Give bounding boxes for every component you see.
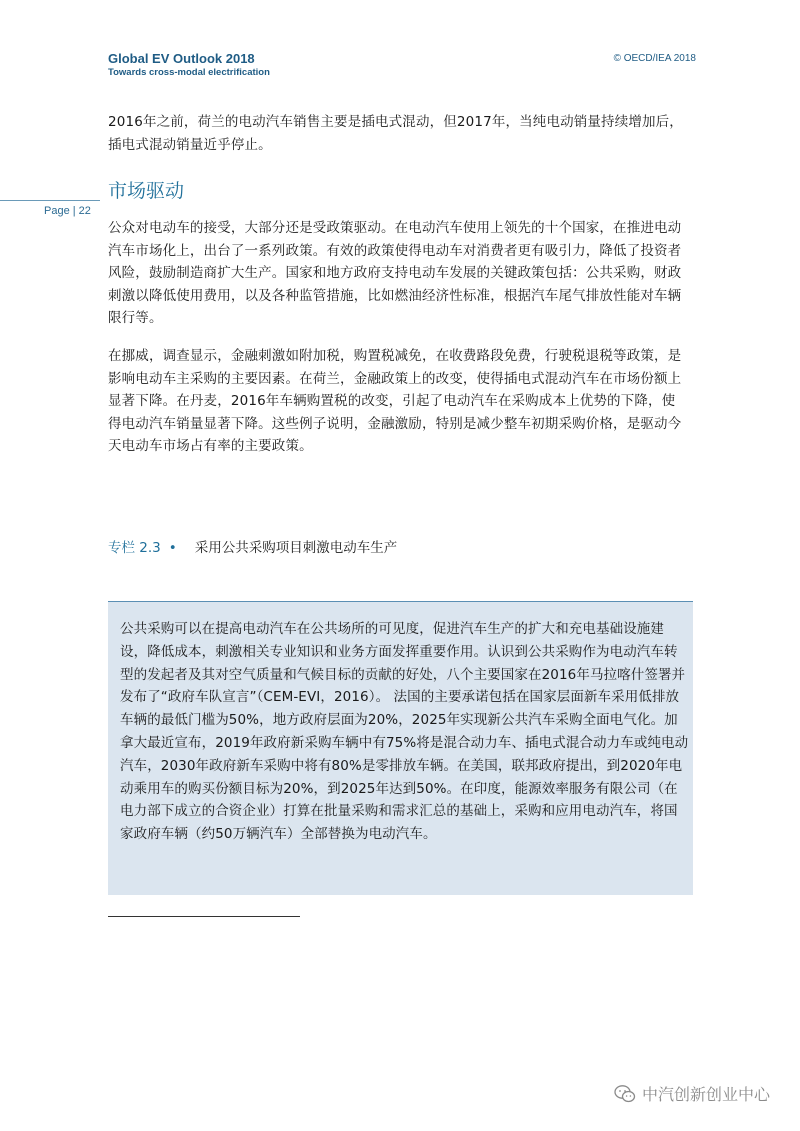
callout-text: 公共采购可以在提高电动汽车在公共场所的可见度，促进汽车生产的扩大和充电基础设施建设，降低成本，刺激相关专业知识和业务方面发挥重要作用。认识到公共采购作为电动汽车转型的发起者及其对空气质量和气候目标的贡献的好处，八个主要国家在2016年马拉喀什签署并发布了“政府车队宣言”（CEM-EVI，2016）。 法国的主要承诺包括在国家层面新车采用低排放车辆的最低门槛为50%，地方政府层面为20%，2025年实现新公共汽车采购全面电气化。加拿大最近宣布，2019年政府新采购车辆中有75%将是混合动力车、插电式混合动力车或纯电动汽车，2030年政府新车采购中将有80%是零排放车辆。在美国，联邦政府提出，到2020年电动乘用车的购买份额目标为20%，到2025年达到50%。在印度，能源效率服务有限公司（在电力部下成立的合资企业）打算在批量采购和需求汇总的基础上，采购和应用电动汽车，将国家政府车辆（约50万辆汽车）全部替换为电动汽车。: [120, 621, 689, 843]
box-label: 专栏 2.3: [108, 540, 161, 556]
intro-paragraph: 2016年之前，荷兰的电动汽车销售主要是插电式混动，但2017年，当纯电动销量持续增加后，插电式混动销量近乎停止。: [108, 114, 683, 153]
box-title: 采用公共采购项目刺激电动车生产: [194, 540, 398, 556]
section-title: 市场驱动: [108, 180, 185, 202]
copyright-notice: © OECD/IEA 2018: [613, 53, 696, 64]
box-heading: [108, 536, 397, 556]
watermark-text: 中汽创新创业中心: [641, 1085, 770, 1104]
bullet-dot: •: [168, 540, 177, 556]
body-paragraph: 公众对电动车的接受，大部分还是受政策驱动。在电动汽车使用上领先的十个国家，在推进电动汽车市场化上，出台了一系列政策。有效的政策使得电动车对消费者更有吸引力，降低了投资者风险，鼓励制造商扩大生产。国家和地方政府支持电动车发展的关键政策包括：公共采购，财政刺激以降低使用费用，以及各种监管措施，比如燃油经济性标准，根据汽车尾气排放性能对车辆限行等。: [108, 220, 682, 326]
body-paragraph: 在挪威，调查显示，金融刺激如附加税，购置税减免，在收费路段免费，行驶税退税等政策，是影响电动车主采购的主要因素。在荷兰，金融政策上的改变，使得插电式混动汽车在市场份额上显著下降。在丹麦，2016年车辆购置税的改变，引起了电动汽车在采购成本上优势的下降，使得电动汽车销量显著下降。这些例子说明，金融激励，特别是减少整车初期采购价格，是驱动今天电动车市场占有率的主要政策。: [108, 348, 682, 454]
page-number: Page | 22: [44, 205, 91, 217]
report-subtitle: Towards cross-modal electrification: [108, 67, 270, 78]
page-marker-rule: [0, 200, 100, 201]
wechat-icon: [614, 1084, 636, 1104]
callout-box: [108, 601, 693, 895]
footnote-rule: [108, 916, 300, 917]
watermark: [614, 1082, 770, 1105]
report-title: Global EV Outlook 2018: [108, 51, 255, 66]
